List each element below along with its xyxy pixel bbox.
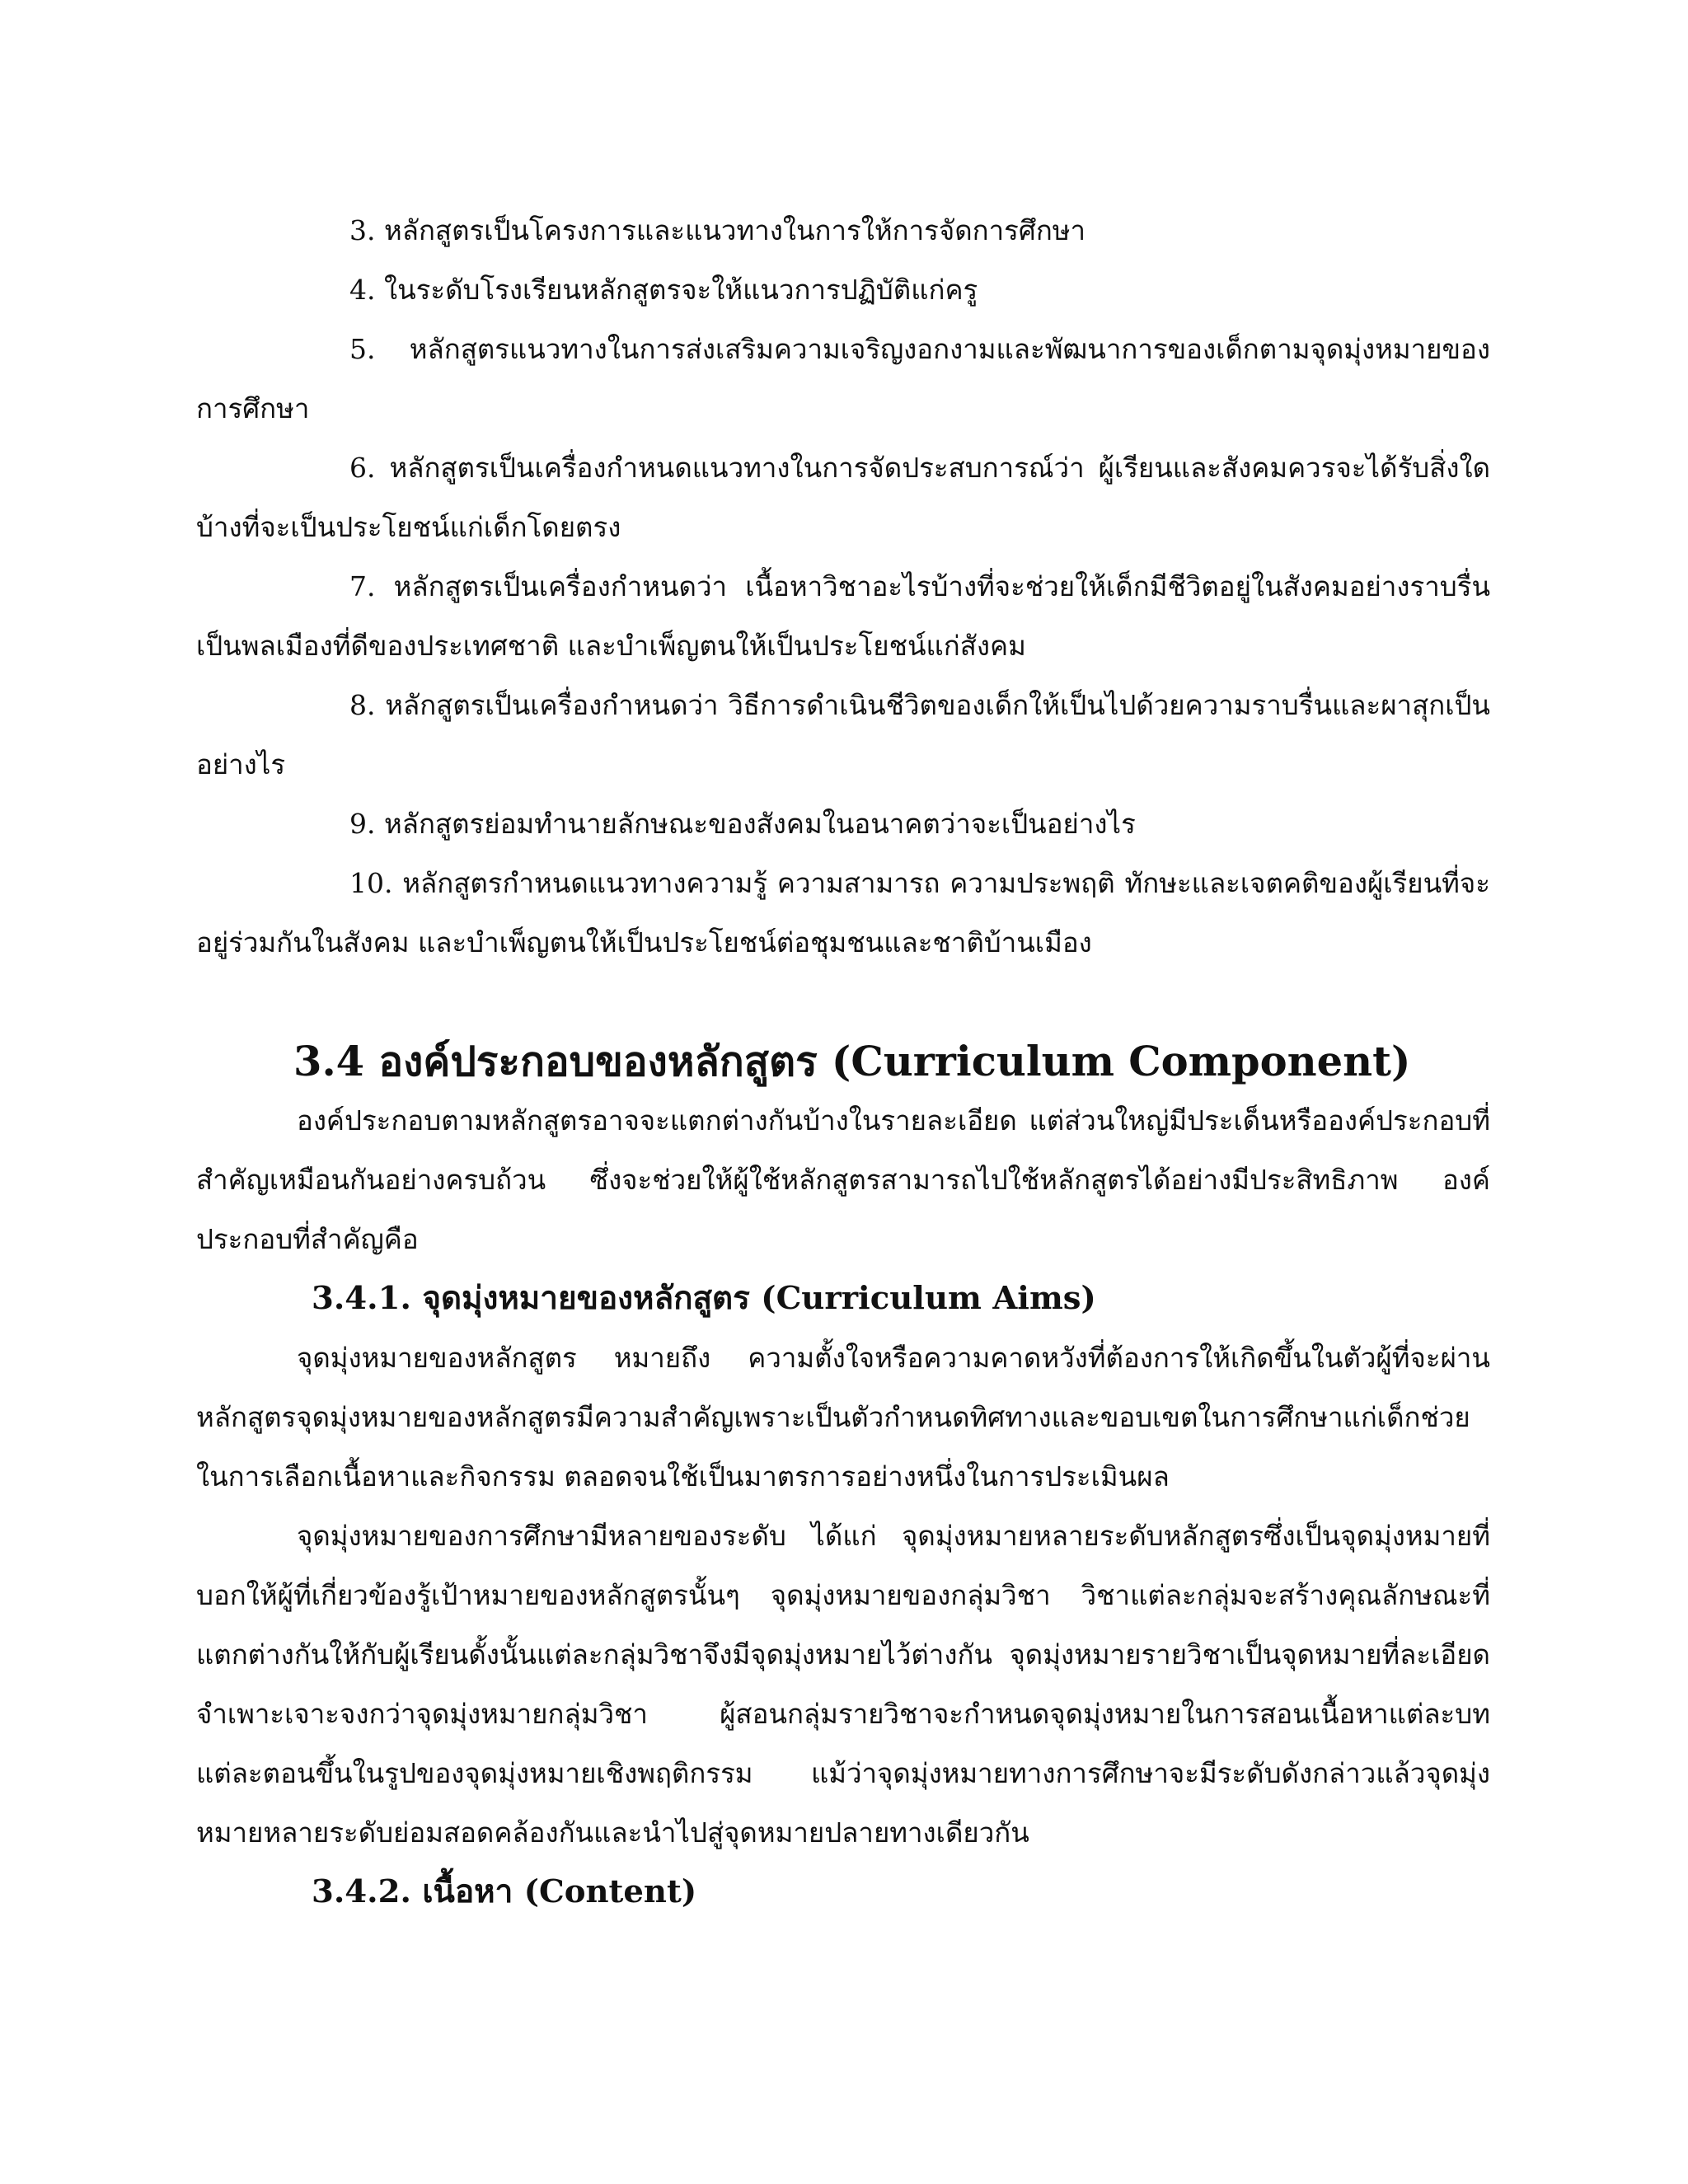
- list-item-6: 6. หลักสูตรเป็นเครื่องกำหนดแนวทางในการจัดประสบการณ์ว่า ผู้เรียนและสังคมควรจะได้รับสิ่งใดบ้างที่จะเป็นประโยชน์แก่เด็กโดยตรง: [196, 452, 1490, 543]
- section-intro-paragraph: องค์ประกอบตามหลักสูตรอาจจะแตกต่างกันบ้างในรายละเอียด แต่ส่วนใหญ่มีประเด็นหรือองค์ประกอบที่สำคัญเหมือนกันอย่างครบถ้วน ซึ่งจะช่วยให้ผู้ใช้หลักสูตรสามารถไปใช้หลักสูตรได้อย่างมีประสิทธิภาพ องค์ประกอบที่สำคัญคือ: [196, 1104, 1490, 1255]
- list-item-7: 7. หลักสูตรเป็นเครื่องกำหนดว่า เนื้อหาวิชาอะไรบ้างที่จะช่วยให้เด็กมีชีวิตอยู่ในสังคมอย่างราบรื่น เป็นพลเมืองที่ดีของประเทศชาติ และบำเพ็ญตนให้เป็นประโยชน์แก่สังคม: [196, 570, 1490, 662]
- list-item-9: 9. หลักสูตรย่อมทำนายลักษณะของสังคมในอนาคตว่าจะเป็นอย่างไร: [349, 808, 1136, 840]
- document-body: [196, 201, 1490, 1922]
- list-item-5: 5. หลักสูตรแนวทางในการส่งเสริมความเจริญงอกงามและพัฒนาการของเด็กตามจุดมุ่งหมายของการศึกษา: [196, 333, 1490, 424]
- aims-paragraph-2: จุดมุ่งหมายของการศึกษามีหลายของระดับ ได้แก่ จุดมุ่งหมายหลายระดับหลักสูตรซึ่งเป็นจุดมุ่งหมายที่บอกให้ผู้ที่เกี่ยวข้องรู้เป้าหมายของหลักสูตรนั้นๆ จุดมุ่งหมายของกลุ่มวิชา วิชาแต่ละกลุ่มจะสร้างคุณลักษณะที่แตกต่างกันให้กับผู้เรียนดั้งนั้นแต่ละกลุ่มวิชาจึงมีจุดมุ่งหมายไว้ต่างกัน จุดมุ่งหมายรายวิชาเป็นจุดหมายที่ละเอียดจำเพาะเจาะจงกว่าจุดมุ่งหมายกลุ่มวิชา ผู้สอนกลุ่มรายวิชาจะกำหนดจุดมุ่งหมายในการสอนเนื้อหาแต่ละบทแต่ละตอนขึ้นในรูปของจุดมุ่งหมายเชิงพฤติกรรม แม้ว่าจุดมุ่งหมายทางการศึกษาจะมีระดับดังกล่าวแล้วจุดมุ่งหมายหลายระดับย่อมสอดคล้องกันและนำไปสู่จุดหมายปลายทางเดียวกัน: [196, 1520, 1490, 1849]
- section-heading-3-4: 3.4 องค์ประกอบของหลักสูตร (Curriculum Component): [293, 1038, 1411, 1085]
- subsection-heading-3-4-1: 3.4.1. จุดมุ่งหมายของหลักสูตร (Curriculum Aims): [312, 1280, 1096, 1317]
- list-item-8: 8. หลักสูตรเป็นเครื่องกำหนดว่า วิธีการดำเนินชีวิตของเด็กให้เป็นไปด้วยความราบรื่นและผาสุกเป็นอย่างไร: [196, 689, 1490, 780]
- list-item-10: 10. หลักสูตรกำหนดแนวทางความรู้ ความสามารถ ความประพฤติ ทักษะและเจตคติของผู้เรียนที่จะอยู่ร่วมกันในสังคม และบำเพ็ญตนให้เป็นประโยชน์ต่อชุมชนและชาติบ้านเมือง: [196, 867, 1490, 958]
- subsection-heading-3-4-2: 3.4.2. เนื้อหา (Content): [312, 1873, 697, 1910]
- list-item-3: 3. หลักสูตรเป็นโครงการและแนวทางในการให้การจัดการศึกษา: [349, 214, 1086, 246]
- section-spacer: [196, 972, 1490, 1032]
- aims-paragraph-1: จุดมุ่งหมายของหลักสูตร หมายถึง ความตั้งใจหรือความคาดหวังที่ต้องการให้เกิดขึ้นในตัวผู้ที่จะผ่านหลักสูตรจุดมุ่งหมายของหลักสูตรมีความสำคัญเพราะเป็นตัวกำหนดทิศทางและขอบเขตในการศึกษาแก่เด็กช่วยในการเลือกเนื้อหาและกิจกรรม ตลอดจนใช้เป็นมาตรการอย่างหนึ่งในการประเมินผล: [196, 1342, 1490, 1493]
- list-item-4: 4. ในระดับโรงเรียนหลักสูตรจะให้แนวการปฏิบัติแก่ครู: [349, 274, 978, 306]
